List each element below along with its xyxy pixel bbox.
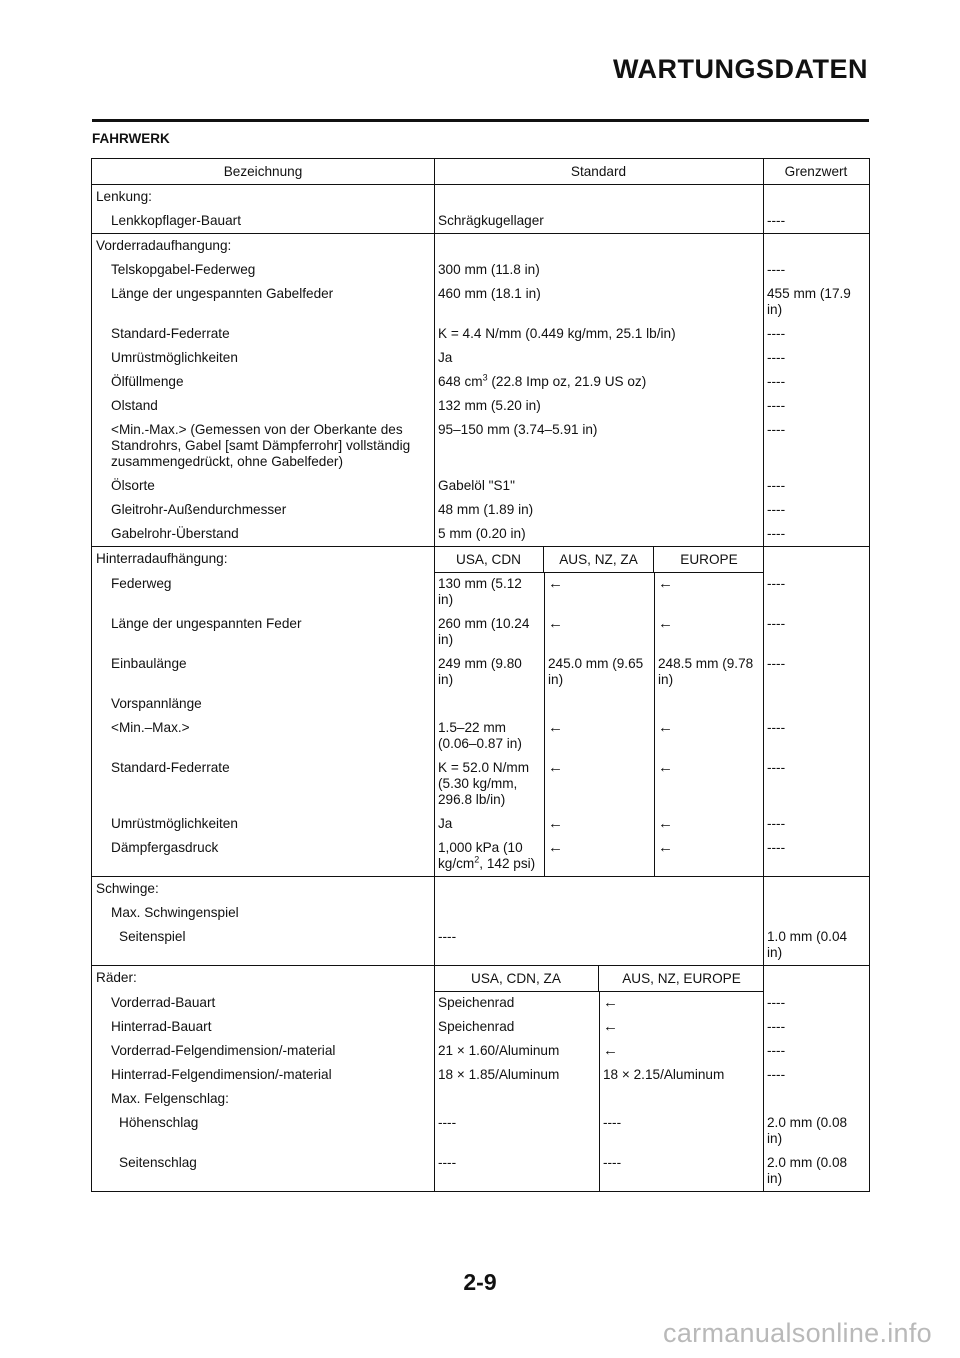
same-as-left-arrow: ←	[548, 575, 563, 592]
row-label: <Min.–Max.>	[111, 720, 190, 735]
table-row	[92, 346, 869, 370]
table-row	[92, 716, 869, 756]
row-label: <Min.-Max.> (Gemessen von der Oberkante des Standrohrs, Gabel [samt Dämpferrohr] vollständig zusammengedrückt, ohne Gabelfeder)	[111, 422, 411, 469]
row-limit: ----	[767, 326, 786, 341]
row-label: Umrüstmöglichkeiten	[111, 816, 238, 831]
row-label: Dämpfergasdruck	[111, 840, 219, 855]
superscript: 3	[482, 372, 488, 383]
row-limit: 2.0 mm (0.08 in)	[767, 1115, 848, 1146]
row-label: Umrüstmöglichkeiten	[111, 350, 238, 365]
group-title: Hinterradaufhängung:	[96, 551, 228, 566]
row-label: Seitenspiel	[119, 929, 186, 944]
row-limit: ----	[767, 398, 786, 413]
same-as-left-arrow: ←	[548, 719, 563, 736]
same-as-left-arrow: ←	[548, 615, 563, 632]
row-label: Seitenschlag	[119, 1155, 197, 1170]
table-row	[92, 925, 869, 965]
value-usa: 260 mm (10.24 in)	[438, 616, 530, 647]
table-row	[92, 522, 869, 546]
watermark-logo: carmanualsonline.info	[663, 1318, 932, 1348]
same-as-left-arrow: ←	[658, 719, 673, 736]
value-usa: 21 × 1.60/Aluminum	[438, 1043, 560, 1058]
row-label: Gleitrohr-Außendurchmesser	[111, 502, 287, 517]
row-limit: ----	[767, 1043, 786, 1058]
row-limit: ----	[767, 1067, 786, 1082]
row-label: Hinterrad-Bauart	[111, 1019, 212, 1034]
region-header	[434, 547, 764, 573]
same-as-left-arrow: ←	[658, 815, 673, 832]
same-as-left-arrow: ←	[548, 815, 563, 832]
row-limit: ----	[767, 422, 786, 437]
same-as-left-arrow: ←	[603, 994, 618, 1011]
value-text: 1,000 kPa (10 kg/cm	[438, 840, 523, 871]
table-row	[92, 1111, 869, 1151]
row-limit: ----	[767, 616, 786, 631]
row-label: Max. Felgenschlag:	[111, 1091, 229, 1106]
group-rear-suspension	[92, 547, 869, 877]
table-row	[92, 474, 869, 498]
row-standard: 132 mm (5.20 in)	[438, 398, 541, 413]
table-row	[92, 258, 869, 282]
table-row	[92, 1039, 869, 1063]
row-label: Federweg	[111, 576, 172, 591]
row-label: Ölfüllmenge	[111, 374, 184, 389]
region-label: EUROPE	[680, 551, 738, 567]
same-as-left-arrow: ←	[603, 1042, 618, 1059]
same-as-left-arrow: ←	[658, 615, 673, 632]
row-standard	[434, 370, 763, 394]
table-row	[92, 572, 869, 612]
row-label: Einbaulänge	[111, 656, 187, 671]
same-as-left-arrow: ←	[658, 759, 673, 776]
value-usa: 130 mm (5.12 in)	[438, 576, 522, 607]
value-usa: 249 mm (9.80 in)	[438, 656, 522, 687]
row-limit: ----	[767, 502, 786, 517]
row-limit: ----	[767, 816, 786, 831]
value-usa: ----	[438, 1155, 457, 1170]
row-label: Hinterrad-Felgendimension/-material	[111, 1067, 332, 1082]
row-limit: ----	[767, 262, 786, 277]
row-limit: 455 mm (17.9 in)	[767, 286, 851, 317]
table-row	[92, 282, 869, 322]
row-standard: Gabelöl "S1"	[438, 478, 515, 493]
table-row	[92, 209, 869, 233]
row-limit: 1.0 mm (0.04 in)	[767, 929, 848, 960]
same-as-left-arrow: ←	[658, 575, 673, 592]
group-wheels	[92, 966, 869, 1191]
same-as-left-arrow: ←	[548, 759, 563, 776]
row-label: Höhenschlag	[119, 1115, 199, 1130]
row-standard: 95–150 mm (3.74–5.91 in)	[438, 422, 598, 437]
row-limit: ----	[767, 350, 786, 365]
row-label: Länge der ungespannten Gabelfeder	[111, 286, 334, 301]
table-row	[92, 1151, 869, 1191]
row-label: Max. Schwingenspiel	[111, 905, 239, 920]
section-title: FAHRWERK	[92, 131, 170, 146]
value-aus: ----	[603, 1155, 622, 1170]
row-label: Vorderrad-Bauart	[111, 995, 216, 1010]
region-label: AUS, NZ, EUROPE	[622, 970, 741, 986]
table-row	[92, 322, 869, 346]
table-row	[92, 418, 869, 474]
row-limit: ----	[767, 478, 786, 493]
table-row	[92, 612, 869, 652]
table-row	[92, 370, 869, 394]
row-limit: 2.0 mm (0.08 in)	[767, 1155, 848, 1186]
group-title: Lenkung:	[96, 189, 152, 204]
group-title: Schwinge:	[96, 881, 159, 896]
table-row	[92, 901, 869, 925]
value-usa: Speichenrad	[438, 1019, 515, 1034]
header-rule	[92, 119, 869, 122]
table-row	[92, 877, 869, 901]
value-text: 648 cm	[438, 374, 483, 389]
row-standard: ----	[438, 929, 457, 944]
row-label: Standard-Federrate	[111, 760, 230, 775]
region-label: USA, CDN	[434, 547, 544, 572]
same-as-left-arrow: ←	[548, 839, 563, 856]
table-row	[92, 756, 869, 812]
row-limit: ----	[767, 840, 786, 855]
row-limit: ----	[767, 995, 786, 1010]
table-row	[92, 652, 869, 692]
value-usa: 1.5–22 mm (0.06–0.87 in)	[438, 720, 522, 751]
region-header	[434, 966, 764, 992]
row-limit: ----	[767, 720, 786, 735]
table-row	[92, 812, 869, 836]
row-limit: ----	[767, 1019, 786, 1034]
table-row	[92, 1087, 869, 1111]
page-title: WARTUNGSDATEN	[613, 54, 868, 84]
group-swingarm	[92, 877, 869, 966]
table-row	[92, 692, 869, 716]
row-limit: ----	[767, 760, 786, 775]
same-as-left-arrow: ←	[658, 839, 673, 856]
table-row	[92, 991, 869, 1015]
group-front-suspension	[92, 234, 869, 547]
row-limit: ----	[767, 576, 786, 591]
row-label: Lenkkopflager-Bauart	[111, 213, 241, 228]
row-standard: 5 mm (0.20 in)	[438, 526, 526, 541]
row-label: Gabelrohr-Überstand	[111, 526, 239, 541]
value-aus: 245.0 mm (9.65 in)	[548, 656, 644, 687]
value-aus: 18 × 2.15/Aluminum	[603, 1067, 725, 1082]
table-row	[92, 1015, 869, 1039]
row-label: Ölsorte	[111, 478, 155, 493]
same-as-left-arrow: ←	[603, 1018, 618, 1035]
page-number: 2-9	[463, 1269, 497, 1295]
table-row	[92, 185, 869, 209]
row-standard: Schrägkugellager	[438, 213, 544, 228]
region-label: AUS, NZ, ZA	[544, 547, 654, 572]
value-usa: K = 52.0 N/mm (5.30 kg/mm, 296.8 lb/in)	[438, 760, 530, 807]
row-label: Länge der ungespannten Feder	[111, 616, 302, 631]
region-label: USA, CDN, ZA	[434, 966, 599, 991]
header-limit: Grenzwert	[784, 163, 848, 179]
group-title: Räder:	[96, 970, 137, 985]
row-standard: 48 mm (1.89 in)	[438, 502, 534, 517]
row-label: Standard-Federrate	[111, 326, 230, 341]
row-label: Telskopgabel-Federweg	[111, 262, 256, 277]
row-label: Olstand	[111, 398, 158, 413]
row-limit: ----	[767, 526, 786, 541]
value-usa: ----	[438, 1115, 457, 1130]
header-standard: Standard	[570, 163, 627, 179]
row-standard: 300 mm (11.8 in)	[438, 262, 540, 277]
table-row	[92, 234, 869, 258]
row-limit: ----	[767, 213, 786, 228]
row-label: Vorspannlänge	[111, 696, 202, 711]
row-standard: K = 4.4 N/mm (0.449 kg/mm, 25.1 lb/in)	[438, 326, 676, 341]
value-aus: ----	[603, 1115, 622, 1130]
value-usa: 18 × 1.85/Aluminum	[438, 1067, 560, 1082]
table-header	[92, 159, 869, 185]
row-standard: 460 mm (18.1 in)	[438, 286, 541, 301]
value-europe: 248.5 mm (9.78 in)	[658, 656, 754, 687]
group-steering	[92, 185, 869, 234]
value-usa	[434, 836, 544, 876]
table-row	[92, 836, 869, 876]
row-standard: Ja	[438, 350, 453, 365]
row-label: Vorderrad-Felgendimension/-material	[111, 1043, 336, 1058]
row-limit: ----	[767, 656, 786, 671]
table-row	[92, 394, 869, 418]
table-row	[92, 498, 869, 522]
spec-table	[91, 158, 870, 1192]
value-usa: Speichenrad	[438, 995, 515, 1010]
value-text: (22.8 Imp oz, 21.9 US oz)	[487, 374, 647, 389]
header-name: Bezeichnung	[223, 163, 303, 179]
table-row	[92, 1063, 869, 1087]
value-usa: Ja	[438, 816, 453, 831]
group-title: Vorderradaufhangung:	[96, 238, 232, 253]
value-text: , 142 psi)	[479, 856, 536, 871]
superscript: 2	[474, 854, 480, 865]
row-limit: ----	[767, 374, 786, 389]
